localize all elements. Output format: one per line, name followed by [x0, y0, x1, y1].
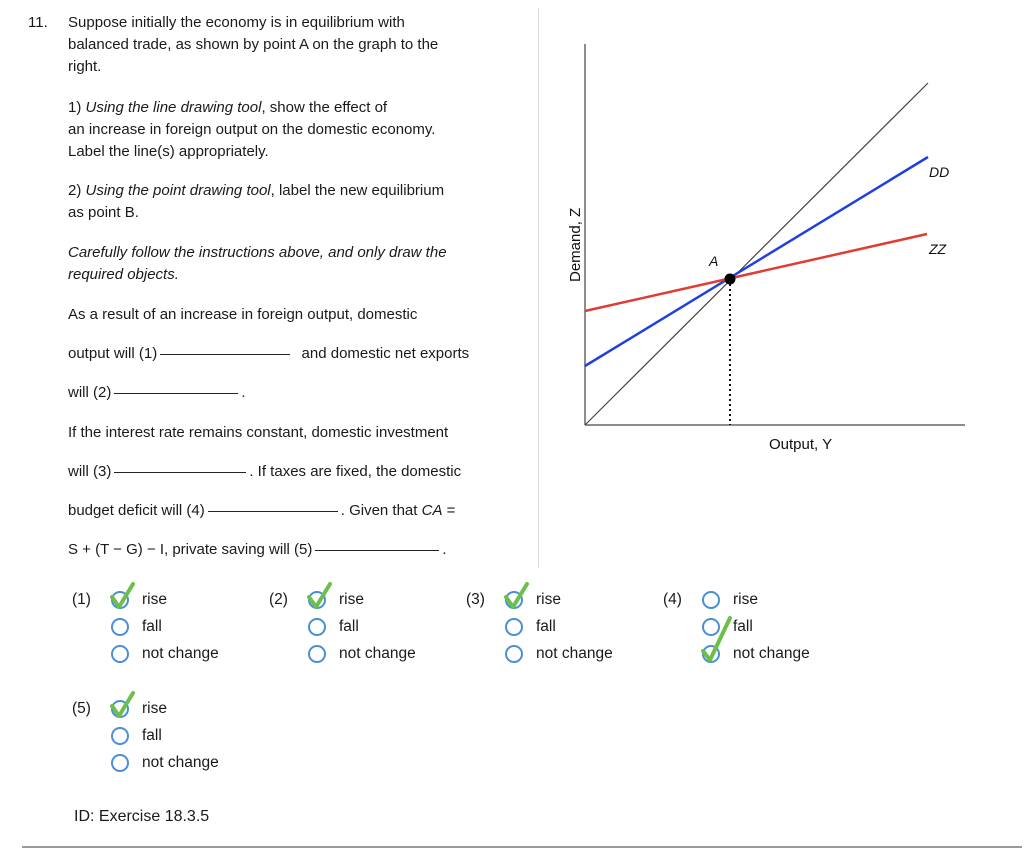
- intro-line-1: Suppose initially the economy is in equilibrium with: [68, 14, 405, 31]
- blank-5: [315, 550, 439, 551]
- paragraph-line-4: If the interest rate remains constant, domestic investment: [68, 424, 449, 441]
- paragraph-line-6: budget deficit will (4) . Given that CA =: [68, 502, 456, 519]
- step2-line-2: as point B.: [68, 204, 139, 221]
- exercise-id: ID: Exercise 18.3.5: [74, 808, 210, 825]
- dd-line[interactable]: [585, 157, 928, 366]
- answer-5-fall-radio[interactable]: [111, 727, 129, 745]
- step1-line-1: 1) Using the line drawing tool, show the effect of: [68, 99, 388, 116]
- paragraph-line-3: will (2) .: [68, 384, 246, 401]
- y-axis-label: Demand, Z: [567, 207, 584, 282]
- paragraph-line-2: output will (1) and domestic net exports: [68, 345, 470, 362]
- question-number: 11.: [28, 14, 48, 31]
- x-axis-label: Output, Y: [769, 436, 833, 453]
- answer-2-number: (2): [269, 591, 288, 608]
- answer-1-fall-label[interactable]: fall: [142, 618, 162, 635]
- answer-5-not-change-radio[interactable]: [111, 754, 129, 772]
- answer-4-number: (4): [663, 591, 682, 608]
- answer-3-rise-label[interactable]: rise: [536, 591, 561, 608]
- answer-1-fall-radio[interactable]: [111, 618, 129, 636]
- answer-2-fall-radio[interactable]: [308, 618, 326, 636]
- answer-5-rise-label[interactable]: rise: [142, 700, 167, 717]
- answer-3-not-change-radio[interactable]: [505, 645, 523, 663]
- point-a[interactable]: [725, 274, 736, 285]
- step2-line-1: 2) Using the point drawing tool, label the new equilibrium: [68, 182, 445, 199]
- answer-3-number: (3): [466, 591, 485, 608]
- column-divider: [538, 8, 539, 568]
- intro-line-2: balanced trade, as shown by point A on the graph to the: [68, 36, 439, 53]
- answer-4-rise-label[interactable]: rise: [733, 591, 758, 608]
- answer-5-check-icon: [105, 689, 139, 723]
- diagonal-45-line: [585, 83, 928, 425]
- answer-2-check-icon: [302, 580, 336, 614]
- paragraph-line-7: S + (T − G) − I, private saving will (5) .: [68, 541, 447, 558]
- zz-label: ZZ: [929, 241, 947, 257]
- intro-line-3: right.: [68, 58, 102, 75]
- answer-1-not-change-radio[interactable]: [111, 645, 129, 663]
- bottom-divider: [22, 846, 1022, 848]
- answer-3-not-change-label[interactable]: not change: [536, 645, 613, 662]
- answer-2-not-change-label[interactable]: not change: [339, 645, 416, 662]
- answer-3-check-icon: [499, 580, 533, 614]
- point-a-label: A: [709, 253, 719, 269]
- blank-4: [208, 511, 338, 512]
- instruction-line-1: Carefully follow the instructions above, and only draw the: [68, 244, 447, 261]
- answer-2-fall-label[interactable]: fall: [339, 618, 359, 635]
- paragraph-line-1: As a result of an increase in foreign output, domestic: [68, 306, 418, 323]
- dd-label: DD: [929, 164, 950, 180]
- answer-1-number: (1): [72, 591, 91, 608]
- answer-5-number: (5): [72, 700, 91, 717]
- answer-2-rise-label[interactable]: rise: [339, 591, 364, 608]
- answer-5-fall-label[interactable]: fall: [142, 727, 162, 744]
- answer-2-not-change-radio[interactable]: [308, 645, 326, 663]
- answer-3-fall-radio[interactable]: [505, 618, 523, 636]
- answer-1-not-change-label[interactable]: not change: [142, 645, 219, 662]
- blank-3: [114, 472, 246, 473]
- step1-line-2: an increase in foreign output on the domestic economy.: [68, 121, 436, 138]
- answer-4-rise-radio[interactable]: [702, 591, 720, 609]
- answer-4-check-icon: [696, 608, 736, 664]
- paragraph-line-5: will (3) . If taxes are fixed, the domestic: [68, 463, 462, 480]
- answer-4-fall-label[interactable]: fall: [733, 618, 753, 635]
- answer-5-not-change-label[interactable]: not change: [142, 754, 219, 771]
- blank-1: [160, 354, 290, 355]
- instruction-line-2: required objects.: [68, 266, 179, 283]
- zz-line[interactable]: [585, 234, 927, 311]
- answer-1-rise-label[interactable]: rise: [142, 591, 167, 608]
- graph-canvas[interactable]: [540, 20, 990, 460]
- answer-4-not-change-label[interactable]: not change: [733, 645, 810, 662]
- step1-line-3: Label the line(s) appropriately.: [68, 143, 269, 160]
- blank-2: [114, 393, 238, 394]
- answer-3-fall-label[interactable]: fall: [536, 618, 556, 635]
- answer-1-check-icon: [105, 580, 139, 614]
